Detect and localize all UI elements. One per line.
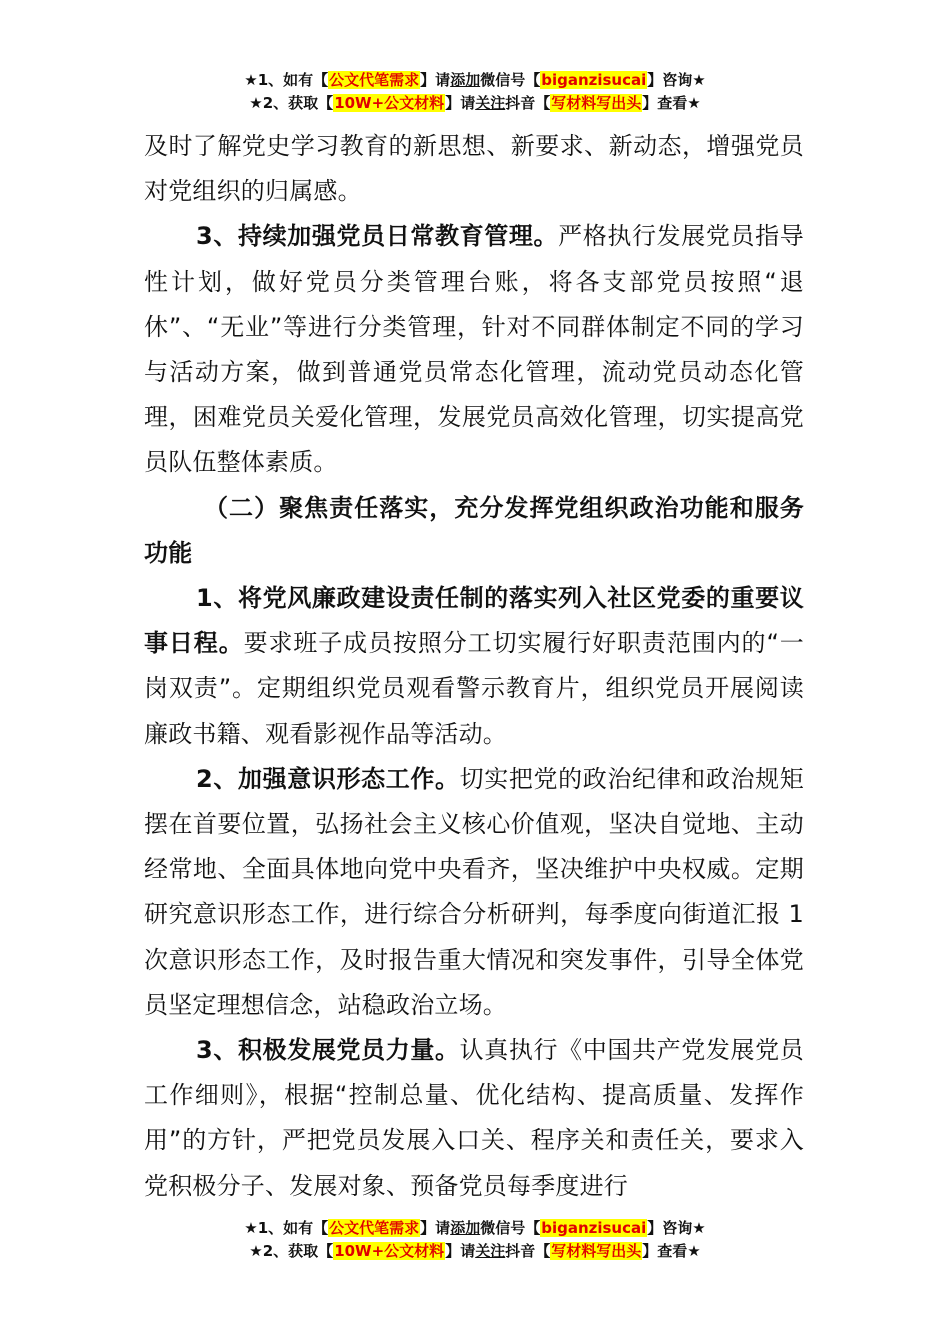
promo-underline: 关注: [475, 94, 506, 112]
promo-text: ★2、获取【: [249, 1242, 334, 1260]
promo-text: ★1、如有【: [244, 1219, 329, 1237]
paragraph-heading: 1、将党风廉政建设责任制的落实列入社区党委的重要议事日程。: [144, 584, 804, 658]
promo-line-2: [0, 1240, 950, 1263]
promo-highlight: 10W+公文材料: [334, 1242, 445, 1260]
promo-highlight: 10W+公文材料: [334, 94, 445, 112]
paragraph-text: 要求班子成员按照分工切实履行好职责范围内的“一岗双责”。定期组织党员观看警示教育片，组织党员开展阅读廉政书籍、观看影视作品等活动。: [144, 629, 804, 748]
paragraph-continuation: 及时了解党史学习教育的新思想、新要求、新动态，增强党员对党组织的归属感。: [144, 132, 804, 206]
promo-text: 抖音【: [505, 94, 551, 112]
promo-text: 】查看★: [642, 94, 701, 112]
paragraph-text: 认真执行《中国共产党发展党员工作细则》，根据“控制总量、优化结构、提高质量、发挥作用”的方针，严把党员发展入口关、程序关和责任关，要求入党积极分子、发展对象、预备党员每季度进行: [144, 1036, 804, 1200]
paragraph-integrity-responsibility: [144, 576, 804, 757]
promo-text: 微信号【: [480, 71, 541, 89]
promo-text: 】咨询★: [647, 1219, 706, 1237]
promo-underline: 添加: [450, 71, 481, 89]
paragraph-heading: 3、积极发展党员力量。: [196, 1036, 460, 1065]
paragraph-ideology-work: [144, 757, 804, 1028]
section-heading: （二）聚焦责任落实，充分发挥党组织政治功能和服务功能: [144, 493, 804, 567]
douyin-account-highlight: 写材料写出头: [551, 1242, 642, 1260]
promo-underline: 添加: [450, 1219, 481, 1237]
promo-text: 】请: [420, 1219, 451, 1237]
wechat-id-highlight: biganzisucai: [541, 1219, 647, 1237]
promo-underline: 关注: [475, 1242, 506, 1260]
promo-text: 】请: [420, 71, 451, 89]
promo-banner-top: [0, 69, 950, 115]
promo-text: 微信号【: [480, 1219, 541, 1237]
paragraph-heading: 3、持续加强党员日常教育管理。: [196, 222, 559, 251]
promo-line-1: [0, 69, 950, 92]
promo-highlight: 公文代笔需求: [329, 71, 420, 89]
promo-text: 】请: [445, 94, 476, 112]
paragraph-member-management: [144, 214, 804, 485]
promo-text: ★1、如有【: [244, 71, 329, 89]
paragraph-text: 严格执行发展党员指导性计划，做好党员分类管理台账，将各支部党员按照“退休”、“无业”等进行分类管理，针对不同群体制定不同的学习与活动方案，做到普通党员常态化管理，流动党员动态化管理，困难党员关爱化管理，发展党员高效化管理，切实提高党员队伍整体素质。: [144, 222, 805, 477]
paragraph-member-development: [144, 1028, 804, 1209]
promo-text: 】咨询★: [647, 71, 706, 89]
paragraph-text: 切实把党的政治纪律和政治规矩摆在首要位置，弘扬社会主义核心价值观，坚决自觉地、主动经常地、全面具体地向党中央看齐，坚决维护中央权威。定期研究意识形态工作，进行综合分析研判，每季度向街道汇报 1 次意识形态工作，及时报告重大情况和突发事件，引导全体党员坚定理想信念，站稳政治立场。: [144, 764, 804, 1019]
promo-line-1: [0, 1217, 950, 1240]
promo-line-2: [0, 92, 950, 115]
paragraph-heading: 2、加强意识形态工作。: [196, 764, 460, 793]
douyin-account-highlight: 写材料写出头: [551, 94, 642, 112]
promo-banner-bottom: [0, 1217, 950, 1263]
wechat-id-highlight: biganzisucai: [541, 71, 647, 89]
promo-highlight: 公文代笔需求: [329, 1219, 420, 1237]
promo-text: 抖音【: [505, 1242, 551, 1260]
promo-text: ★2、获取【: [249, 94, 334, 112]
document-body: [144, 124, 804, 1209]
promo-text: 】请: [445, 1242, 476, 1260]
promo-text: 】查看★: [642, 1242, 701, 1260]
